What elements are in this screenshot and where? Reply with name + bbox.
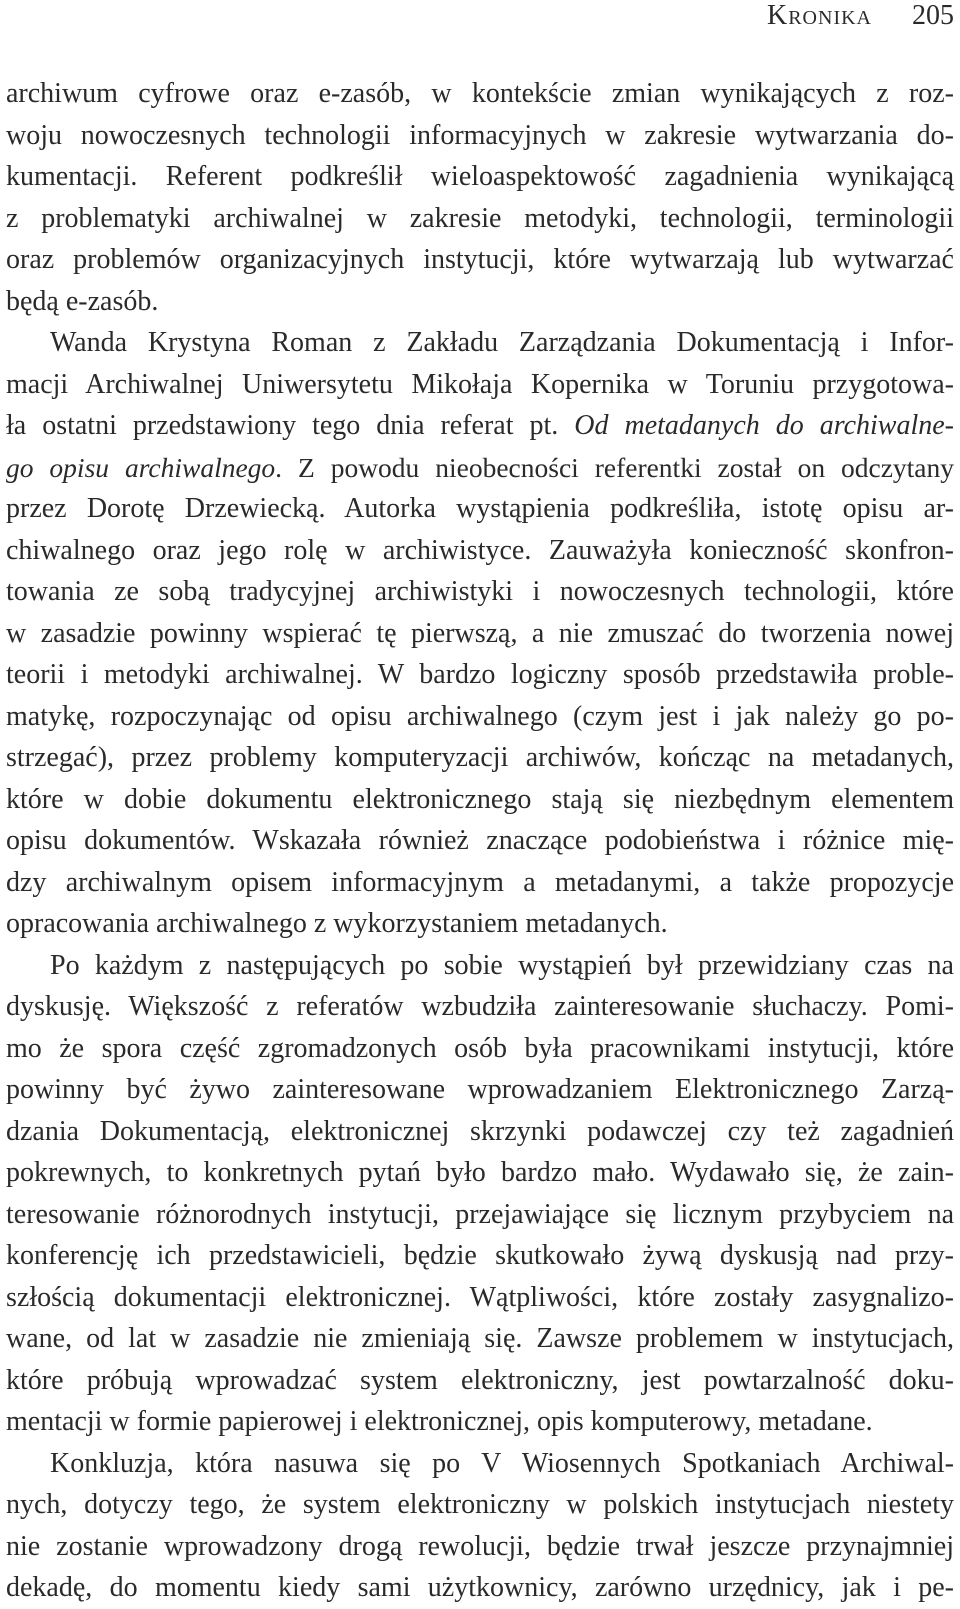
text-line <box>6 364 954 406</box>
line-text: ła ostatni przedstawiony tego dnia referat pt. <box>6 410 575 441</box>
line-text: oraz problemów organizacyjnych instytucji, które wytwarzają lub wytwarzać <box>6 244 954 275</box>
text-line <box>6 1484 954 1526</box>
text-line <box>6 1069 954 1111</box>
text-line <box>6 115 954 157</box>
text-line <box>6 1401 954 1443</box>
line-text: . Z powodu nieobecności referentki został on odczytany <box>275 451 955 483</box>
text-line <box>6 737 954 779</box>
line-text: dekadę, do momentu kiedy sami użytkownicy, zarówno urzędnicy, jak i pe- <box>6 1572 954 1603</box>
text-line <box>6 1028 954 1070</box>
paragraph-first-line <box>6 322 954 364</box>
text-line <box>6 1111 954 1153</box>
line-text: kumentacji. Referent podkreślił wieloaspektowość zagadnienia wynikającą <box>6 161 954 192</box>
text-line <box>6 571 954 613</box>
line-text: opisu dokumentów. Wskazała również znaczące podobieństwa i różnice mię- <box>6 825 954 856</box>
italic-title-text: go opisu archiwalnego <box>6 451 276 483</box>
text-line <box>6 820 954 862</box>
text-line <box>6 1152 954 1194</box>
text-line <box>6 281 954 323</box>
text-line <box>6 530 954 572</box>
line-text: będą e-zasób. <box>6 285 159 317</box>
text-line <box>6 1194 954 1236</box>
line-text: mo że spora część zgromadzonych osób była pracownikami instytucji, które <box>6 1032 954 1064</box>
line-text: towania ze sobą tradycyjnej archiwistyki i nowoczesnych technologii, które <box>6 576 954 607</box>
line-text: nych, dotyczy tego, że system elektroniczny w polskich instytucjach niestety <box>6 1489 954 1520</box>
line-text: mentacji w formie papierowej i elektronicznej, opis komputerowy, metadane. <box>6 1406 873 1437</box>
line-text: macji Archiwalnej Uniwersytetu Mikołaja Kopernika w Toruniu przygotowa- <box>6 368 954 400</box>
line-text: które w dobie dokumentu elektronicznego stają się niezbędnym elementem <box>6 783 954 815</box>
line-text: w zasadzie powinny wspierać tę pierwszą, a nie zmuszać do tworzenia nowej <box>6 617 954 649</box>
text-line <box>6 1567 954 1609</box>
text-line <box>6 156 954 198</box>
text-line <box>6 447 954 489</box>
text-line <box>6 488 954 530</box>
line-text: chiwalnego oraz jego rolę w archiwistyce. Zauważyła konieczność skonfron- <box>6 534 954 566</box>
line-text: matykę, rozpoczynając od opisu archiwalnego (czym jest i jak należy go po- <box>6 700 954 732</box>
paragraph-first-line <box>6 1443 954 1485</box>
text-line <box>6 1360 954 1402</box>
text-line <box>6 405 954 447</box>
page-header <box>0 0 960 40</box>
line-text: strzegać), przez problemy komputeryzacji archiwów, kończąc na metadanych, <box>6 742 954 773</box>
line-text: nie zostanie wprowadzony drogą rewolucji, będzie trwał jeszcze przynajmniej <box>6 1530 954 1562</box>
line-text: archiwum cyfrowe oraz e-zasób, w kontekście zmian wynikających z roz- <box>6 78 954 109</box>
line-text: opracowania archiwalnego z wykorzystaniem metadanych. <box>6 908 668 939</box>
article-body <box>6 73 954 1609</box>
text-line <box>6 1526 954 1568</box>
text-line <box>6 1277 954 1319</box>
text-line <box>6 198 954 240</box>
line-text: pokrewnych, to konkretnych pytań było bardzo mało. Wydawało się, że zain- <box>6 1157 954 1188</box>
line-text: dzania Dokumentacją, elektronicznej skrzynki podawczej czy też zagadnień <box>6 1115 954 1147</box>
line-text: wane, od lat w zasadzie nie zmieniają się. Zawsze problemem w instytucjach, <box>6 1323 954 1354</box>
line-text: szłością dokumentacji elektronicznej. Wątpliwości, które zostały zasygnalizo- <box>6 1281 954 1313</box>
line-text: które próbują wprowadzać system elektroniczny, jest powtarzalność doku- <box>6 1364 954 1396</box>
italic-title-text: Od metadanych do archiwalne- <box>574 410 954 441</box>
text-line <box>6 862 954 904</box>
line-text: Wanda Krystyna Roman z Zakładu Zarządzania Dokumentacją i Infor- <box>50 327 954 358</box>
text-line <box>6 613 954 655</box>
text-line <box>6 1235 954 1277</box>
text-line <box>6 779 954 821</box>
line-text: dyskusję. Większość z referatów wzbudziła zainteresowanie słuchaczy. Pomi- <box>6 991 954 1022</box>
text-line <box>6 654 954 696</box>
line-text: teorii i metodyki archiwalnej. W bardzo logiczny sposób przedstawiła proble- <box>6 659 954 690</box>
line-text: dzy archiwalnym opisem informacyjnym a metadanymi, a także propozycje <box>6 866 954 898</box>
paragraph-first-line <box>6 945 954 987</box>
text-line <box>6 1318 954 1360</box>
line-text: Po każdym z następujących po sobie wystąpień był przewidziany czas na <box>50 949 954 981</box>
line-text: konferencję ich przedstawicieli, będzie skutkowało żywą dyskusją nad przy- <box>6 1240 954 1271</box>
line-text: Konkluzja, która nasuwa się po V Wiosennych Spotkaniach Archiwal- <box>50 1447 954 1479</box>
line-text: powinny być żywo zainteresowane wprowadzaniem Elektronicznego Zarzą- <box>6 1074 954 1105</box>
text-line <box>6 239 954 281</box>
line-text: z problematyki archiwalnej w zakresie metodyki, technologii, terminologii <box>6 202 954 234</box>
text-line <box>6 903 954 945</box>
text-line <box>6 986 954 1028</box>
line-text: woju nowoczesnych technologii informacyjnych w zakresie wytwarzania do- <box>6 119 954 151</box>
running-head: Kronika <box>767 0 872 31</box>
text-line <box>6 696 954 738</box>
line-text: teresowanie różnorodnych instytucji, przejawiające się licznym przybyciem na <box>6 1198 954 1230</box>
page-number: 205 <box>912 0 954 31</box>
line-text: przez Dorotę Drzewiecką. Autorka wystąpienia podkreśliła, istotę opisu ar- <box>6 493 954 524</box>
text-line <box>6 73 954 115</box>
